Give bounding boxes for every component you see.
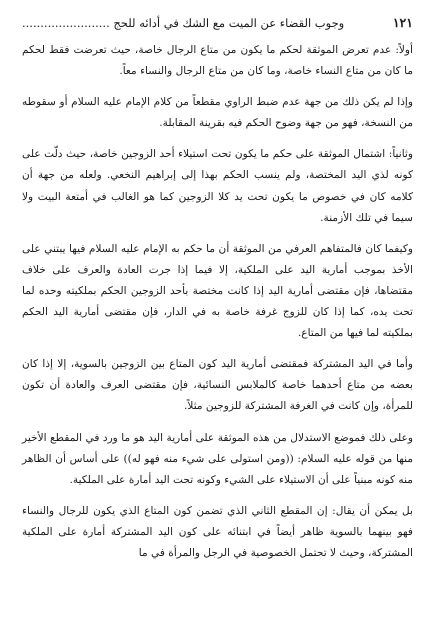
page-number: ١٢١ bbox=[392, 15, 413, 30]
running-title: وجوب القضاء عن الميت مع الشك في أدائه للحج ........................ bbox=[22, 16, 345, 30]
paragraph: وثانياً: اشتمال الموثقة على حكم ما يكون تحت استيلاء أحد الزوجين خاصة، حيث دلّت على كونه لذي اليد المختصة، ولم ينسب الحكم بهذا إلى إبراهيم النخعي. ولعله من جهة أن كلامه كان في خصوص ما يكون تحت يد كلا الزوجين كما هو الغالب في أمتعة البيت ولا سيما في تلك الأزمنة. bbox=[22, 148, 413, 224]
page-header bbox=[22, 14, 413, 32]
paragraph: وإذا لم يكن ذلك من جهة عدم ضبط الراوي مقطعاً من كلام الإمام عليه السلام أو سقوطه من النسخة، فهو من جهة وضوح الحكم فيه بقرينة المقابلة. bbox=[22, 96, 413, 130]
paragraph: وكيفما كان فالمتفاهم العرفي من الموثقة أن ما حكم به الإمام عليه السلام فيها يبتني على الأخذ بموجب أمارية اليد على الملكية، إلا فيما إذا جرت العادة والعرف على خلاف مقتضاها، فإن مقتضى أمارية اليد إذا كانت مختصة بأحد الزوجين الحكم بملكيته وحده لما تحت يده، كما إذا كان للزوج غرفة خاصة به في الدار، فإن مقتضى أمارية اليد الحكم بملكيته لما فيها من المتاع. bbox=[22, 242, 413, 340]
page-body bbox=[22, 40, 413, 564]
paragraph: بل يمكن أن يقال: إن المقطع الثاني الذي تضمن كون المتاع الذي يكون للرجال والنساء فهو بينهما بالسوية ظاهر أيضاً في ابتنائه على كون اليد المشتركة أمارة على الملكية المشتركة، وحيث لا تحتمل الخصوصية في الرجل والمرأة في ما bbox=[22, 504, 413, 559]
paragraph: أولاً: عدم تعرض الموثقة لحكم ما يكون من متاع الرجال خاصة، حيث تعرضت فقط لحكم ما كان من متاع النساء خاصة، وما كان من متاع الرجال والنساء معاً. bbox=[22, 44, 413, 78]
paragraph: وعلى ذلك فموضع الاستدلال من هذه الموثقة على أمارية اليد هو ما ورد في المقطع الأخير منها من قوله عليه السلام: ((ومن استولى على شيء منه فهو له)) على أساس أن الظاهر منه كونه مبنياً على أن الاستيلاء على الشيء وكونه تحت اليد أمارة على الملكية. bbox=[22, 431, 413, 486]
paragraph: وأما في اليد المشتركة فمقتضى أمارية اليد كون المتاع بين الزوجين بالسوية، إلا إذا كان بعضه من متاع أحدهما خاصة كالملابس النسائية، فإن مقتضى العرف والعادة أن تكون للمرأة، وإن كانت في الغرفة المشتركة للزوجين مثلاً. bbox=[22, 358, 413, 413]
